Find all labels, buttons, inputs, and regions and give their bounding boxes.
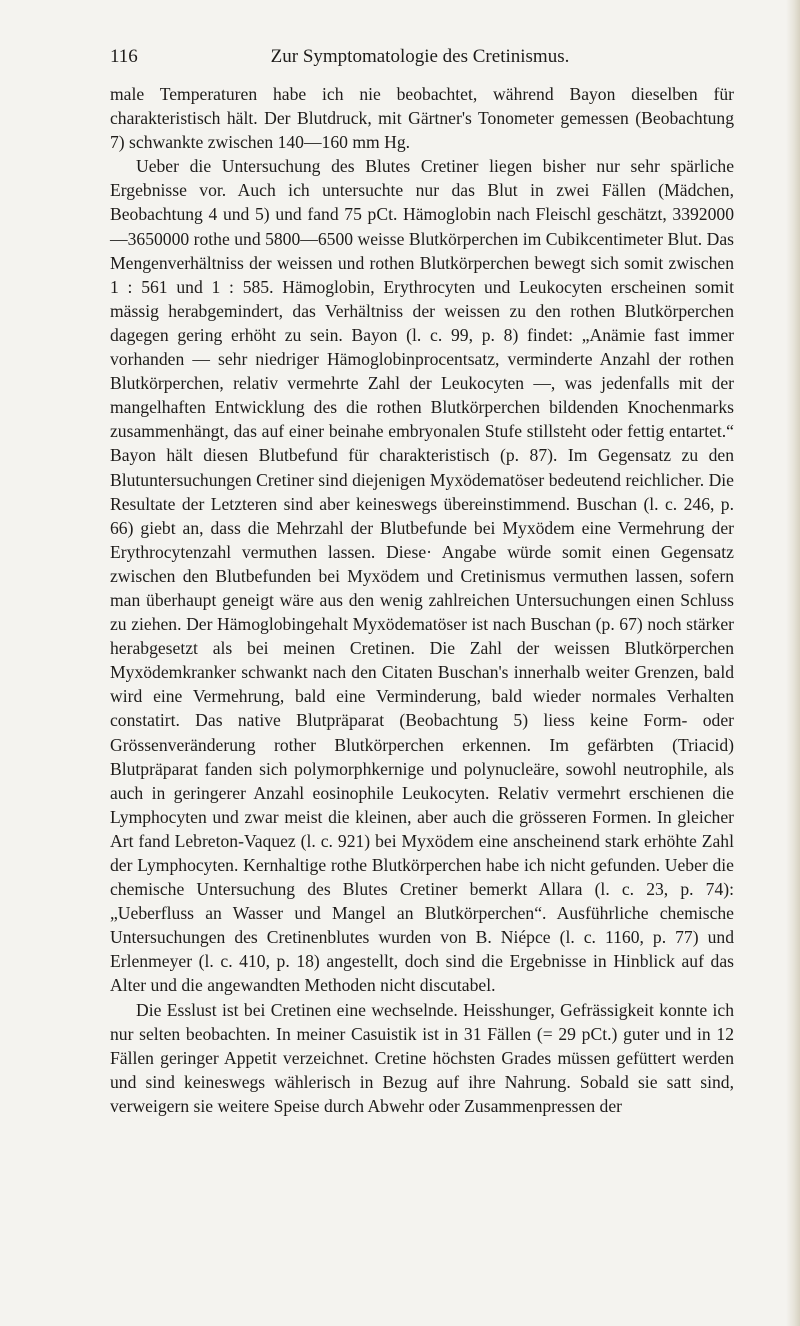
paragraph-blood: Ueber die Untersuchung des Blutes Cretiner liegen bisher nur sehr spärliche Ergebnisse vor. Auch ich untersuchte nur das Blut in zwei Fällen (Mädchen, Beobachtung 4 und 5) und fand 75 pCt. Hämoglobin nach Fleischl geschätzt, 3392000—3650000 rothe und 5800—6500 weisse Blutkörperchen im Cubikcentimeter Blut. Das Mengenverhältniss der weissen und rothen Blutkörperchen bewegt sich somit zwischen 1 : 561 und 1 : 585. Hämoglobin, Erythrocyten und Leukocyten erscheinen somit mässig herabgemindert, das Verhältniss der weissen zu den rothen Blutkörperchen dagegen gering erhöht zu sein. Bayon (l. c. 99, p. 8) findet: „Anämie fast immer vorhanden — sehr niedriger Hämoglobinprocentsatz, verminderte Anzahl der rothen Blutkörperchen, relativ vermehrte Zahl der Leukocyten —, was jedenfalls mit der mangelhaften Entwicklung des die rothen Blutkörperchen bildenden Knochenmarks zusammenhängt, das auf einer beinahe embryonalen Stufe stillsteht oder fettig entartet.“ Bayon hält diesen Blutbefund für charakteristisch (p. 87). Im Gegensatz zu den Blutuntersuchungen Cretiner sind diejenigen Myxödematöser bedeutend reichlicher. Die Resultate der Letzteren sind aber keineswegs übereinstimmend. Buschan (l. c. 246, p. 66) giebt an, dass die Mehrzahl der Blutbefunde bei Myxödem eine Vermehrung der Erythrocytenzahl vermuthen lassen. Diese· Angabe würde somit einen Gegensatz zwischen den Blutbefunden bei Myxödem und Cretinismus vermuthen lassen, sofern man überhaupt geneigt wäre aus den wenig zahlreichen Untersuchungen einen Schluss zu ziehen. Der Hämoglobingehalt Myxödematöser ist nach Buschan (p. 67) noch stärker herabgesetzt als bei meinen Cretinen. Die Zahl der weissen Blutkörperchen Myxödemkranker schwankt nach den Citaten Buschan's innerhalb weiter Grenzen, bald wird eine Vermehrung, bald eine Verminderung, bald wieder normales Verhalten constatirt. Das native Blutpräparat (Beobachtung 5) liess keine Form- oder Grössenveränderung rother Blutkörperchen erkennen. Im gefärbten (Triacid) Blutpräparat fanden sich polymorphkernige und polynucleäre, sowohl neutrophile, als auch in geringerer Anzahl eosinophile Leukocyten. Relativ vermehrt erschienen die Lymphocyten und zwar meist die kleinen, aber auch die grösseren Formen. In gleicher Art fand Lebreton-Vaquez (l. c. 921) bei Myxödem eine anscheinend stark erhöhte Zahl der Lymphocyten. Kernhaltige rothe Blutkörperchen habe ich nicht gefunden. Ueber die chemische Untersuchung des Blutes Cretiner bemerkt Allara (l. c. 23, p. 74): „Ueberfluss an Wasser und Mangel an Blutkörperchen“. Ausführliche chemische Untersuchungen des Cretinenblutes wurden von B. Niépce (l. c. 1160, p. 77) und Erlenmeyer (l. c. 410, p. 18) angestellt, doch sind die Ergebnisse in Hinblick auf das Alter und die angewandten Methoden nicht discutabel. xyxy=(110,156,734,996)
running-head xyxy=(110,46,730,72)
paragraph-appetite: Die Esslust ist bei Cretinen eine wechselnde. Heisshunger, Gefrässigkeit konnte ich nur selten beobachten. In meiner Casuistik ist in 31 Fällen (= 29 pCt.) guter und in 12 Fällen geringer Appetit verzeichnet. Cretine höchsten Grades müssen gefüttert werden und sind keineswegs wählerisch in Bezug auf ihre Nahrung. Sobald sie satt sind, verweigern sie weitere Speise durch Abwehr oder Zusammenpressen der xyxy=(110,999,734,1116)
body-text xyxy=(110,82,734,1118)
paragraph-temperature: male Temperaturen habe ich nie beobachtet, während Bayon dieselben für charakteristisch hält. Der Blutdruck, mit Gärtner's Tonometer gemessen (Beobachtung 7) schwankte zwischen 140—160 mm Hg. xyxy=(110,84,734,153)
page-edge-shadow xyxy=(786,0,800,1326)
page-title: Zur Symptomatologie des Cretinismus. xyxy=(270,46,570,67)
page-number: 116 xyxy=(110,46,138,67)
